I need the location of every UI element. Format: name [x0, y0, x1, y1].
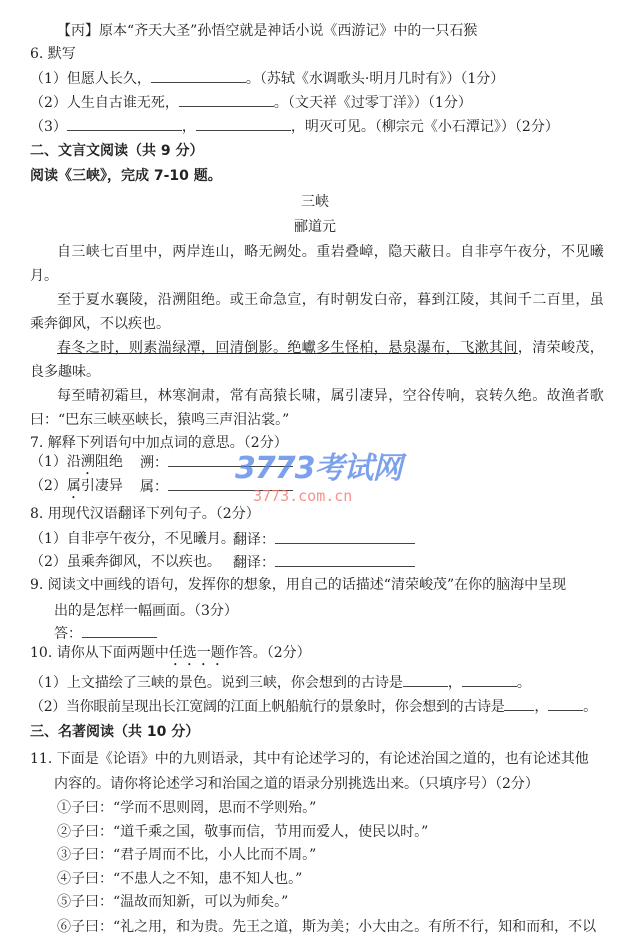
paragraph-1-cont: 月。 — [30, 268, 58, 284]
question-7-2-answer: 属： — [140, 477, 293, 496]
section-2-heading: 二、文言文阅读（共 9 分） — [30, 143, 204, 159]
quote-item: ⑤子曰：“温故而知新，可以为师矣。” — [57, 894, 289, 910]
question-10-2: （2）当你眼前呈现出长江宽阔的江面上帆船航行的景象时，你会想到的古诗是 ， 。 — [30, 699, 597, 715]
question-6-2: （2）人生自古谁无死， 。（文天祥《过零丁洋》）（1分） — [30, 95, 472, 111]
question-8: 8. 用现代汉语翻译下列句子。（2分） — [30, 506, 260, 522]
quote-item: ③子曰：“君子周而不比，小人比而不周。” — [57, 847, 317, 863]
underlined-sentence: 春冬之时，则素湍绿潭，回清倒影。绝巘多生怪柏，悬泉瀑布，飞漱其间 — [57, 340, 518, 356]
answer-blank[interactable] — [548, 697, 583, 711]
answer-blank[interactable] — [462, 673, 517, 687]
paragraph-3-cont: 良多趣味。 — [30, 364, 100, 380]
answer-blank[interactable] — [504, 697, 534, 711]
answer-blank[interactable] — [168, 453, 293, 467]
reading-instruction: 阅读《三峡》，完成 7-10 题。 — [30, 168, 222, 184]
question-11-cont: 内容的。请你将论述学习和治国之道的语录分别挑选出来。（只填序号）（2分） — [54, 776, 539, 792]
question-7-2: （2）属引凄异 — [30, 478, 123, 494]
paragraph-1: 自三峡七百里中，两岸连山，略无阙处。重岩叠嶂，隐天蔽日。自非亭午夜分，不见曦 — [57, 244, 605, 260]
question-8-2: （2）虽乘奔御风，不以疾也。 — [30, 554, 221, 570]
passage-author: 郦道元 — [294, 219, 336, 235]
section-3-heading: 三、名著阅读（共 10 分） — [30, 724, 200, 740]
paragraph-2: 至于夏水襄陵，沿溯阻绝。或王命急宣，有时朝发白帝，暮到江陵，其间千二百里，虽 — [57, 292, 605, 308]
question-7-1-answer: 溯： — [140, 453, 293, 472]
question-10: 10. 请你从下面两题中任选一题作答。（2分） — [30, 645, 311, 661]
paragraph-3: 春冬之时，则素湍绿潭，回清倒影。绝巘多生怪柏，悬泉瀑布，飞漱其间，清荣峻茂， — [57, 340, 605, 356]
paragraph-4-cont: 曰：“巴东三峡巫峡长，猿鸣三声泪沾裳。” — [30, 412, 290, 428]
answer-blank[interactable] — [82, 624, 157, 638]
question-6-1: （1）但愿人长久， 。（苏轼《水调歌头·明月几时有》）（1分） — [30, 71, 505, 87]
passage-title: 三峡 — [301, 194, 329, 210]
question-8-1: （1）自非亭午夜分，不见曦月。 — [30, 531, 235, 547]
question-8-2-answer: 翻译： — [233, 553, 415, 572]
question-7-1: （1）沿溯阻绝 — [30, 454, 123, 470]
paragraph-4: 每至晴初霜旦，林寒涧肃，常有高猿长啸，属引凄异，空谷传响，哀转久绝。故渔者歌 — [57, 388, 605, 404]
answer-blank[interactable] — [67, 117, 182, 131]
answer-blank[interactable] — [275, 530, 415, 544]
answer-blank[interactable] — [168, 477, 293, 491]
watermark-brand: 3773考试网 — [235, 451, 402, 486]
question-8-1-answer: 翻译： — [233, 530, 415, 549]
question-9-cont: 出的是怎样一幅画面。（3分） — [54, 603, 238, 619]
quote-item: ④子曰：“不患人之不知，患不知人也。” — [57, 871, 303, 887]
answer-blank[interactable] — [196, 117, 291, 131]
question-10-1: （1）上文描绘了三峡的景色。说到三峡，你会想到的古诗是 ， 。 — [30, 675, 531, 691]
watermark-url: 3773.com.cn — [253, 487, 353, 505]
passage-bing: 【丙】原本“齐天大圣”孙悟空就是神话小说《西游记》中的一只石猴 — [57, 23, 478, 39]
answer-blank[interactable] — [179, 93, 274, 107]
answer-blank[interactable] — [275, 553, 415, 567]
question-11: 11. 下面是《论语》中的九则语录，其中有论述学习的，有论述治国之道的，也有论述其他 — [30, 751, 589, 767]
answer-blank[interactable] — [151, 69, 246, 83]
quote-item: ②子曰：“道千乘之国，敬事而信，节用而爱人，使民以时。” — [57, 824, 429, 840]
question-7: 7. 解释下列语句中加点词的意思。（2分） — [30, 435, 288, 451]
question-6-3: （3） ， ，明灭可见。（柳宗元《小石潭记》）（2分） — [30, 119, 559, 135]
question-9: 9. 阅读文中画线的语句，发挥你的想象，用自己的话描述“清荣峻茂”在你的脑海中呈现 — [30, 577, 567, 593]
question-6: 6. 默写 — [30, 46, 76, 62]
paragraph-2-cont: 乘奔御风，不以疾也。 — [30, 316, 170, 332]
question-9-answer: 答： — [54, 624, 157, 643]
quote-item: ⑥子曰：“礼之用，和为贵。先王之道，斯为美；小大由之。有所不行，知和而和，不以 — [57, 919, 597, 935]
quote-item: ①子曰：“学而不思则罔，思而不学则殆。” — [57, 800, 317, 816]
answer-blank[interactable] — [403, 673, 448, 687]
